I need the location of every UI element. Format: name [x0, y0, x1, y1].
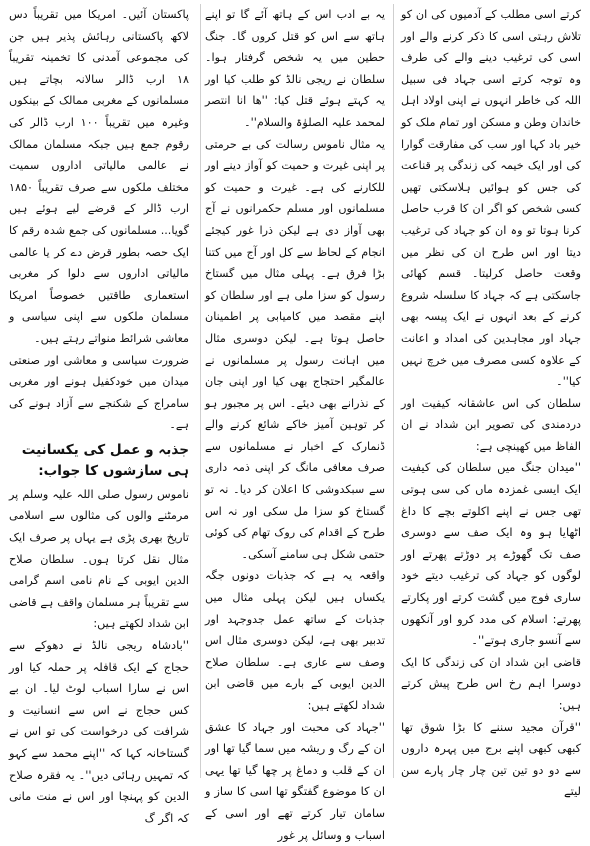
text-column-middle: [202, 4, 388, 842]
paragraph: واقعہ یہ ہے کہ جذبات دونوں جگہ یکساں ہیں لیکن پہلی مثال میں جذبات کے ساتھ عمل جدوجہد اور تدبیر بھی ہے، لیکن دوسری مثال اس وصف سے عاری ہے۔ سلطان صلاح الدین ایوبی کے بارے میں قاضی ابن شداد لکھتے ہیں:: [205, 569, 385, 712]
paragraph: کرتے اسی مطلب کے آدمیوں کی ان کو تلاش رہتی اسی کا ذکر کرنے والے اور اسی کی ترغیب دینے والے کی طرف وہ توجہ کرتے اسی جہاد فی سبیل اللہ کی خاطر انہوں نے اپنی اولاد اہل خاندان وطن و مسکن اور تمام ملک کو خیر باد کہا اور سب کی مفارقت گوارا کی اور ایک خیمہ کی زندگی پر قناعت کی جس کو ہوائیں ہلاسکتی تھیں کسی شخص کو اگر ان کا قرب حاصل کرنا ہوتا تو وہ ان کو جہاد کی ترغیب دیتا اور اس طرح ان کی نظر میں وقعت حاصل کرلیتا۔ قسم کھائی جاسکتی ہے کہ جہاد کا سلسلہ شروع کرنے کے بعد انہوں نے ایک پیسہ بھی جہاد اور مجاہدین کی امداد و اعانت کے علاوہ کسی مصرف میں خرچ نہیں کیا''۔: [401, 8, 581, 389]
paragraph: یہ بے ادب اس کے ہاتھ آئے گا تو اپنے ہاتھ سے اس کو قتل کروں گا۔ جنگ حطین میں یہ شخص گرفتار ہوا۔ سلطان نے ریجی نالڈ کو طلب کیا اور یہ کہتے ہوئے قتل کیا: ''ھا انا انتصر لمحمد علیہ الصلوٰۃ والسلام''۔: [205, 8, 385, 129]
paragraph: یہ مثال ناموس رسالت کی بے حرمتی پر اپنی غیرت و حمیت کو آواز دینے اور للکارنے کی ہے۔ غیرت و حمیت کو مسلمانوں اور مسلم حکمرانوں نے آج بھی آواز دی ہے لیکن ذرا غور کیجئے انجام کے لحاظ سے کل اور آج میں کتنا بڑا فرق ہے۔ پہلی مثال میں گستاخ رسول کو سزا ملی ہے اور سلطان کو اپنے مقصد میں کامیابی پر اطمینان حاصل ہوتا ہے۔ لیکن دوسری مثال میں اہانت رسول پر مسلمانوں نے عالمگیر احتجاج بھی کیا اور اپنی جان کے نذرانے بھی دیئے۔ اس پر مجبور ہو کر توہین آمیز خاکے شائع کرنے والے ڈنمارک کے اخبار نے مسلمانوں سے صرف معافی مانگ کر اپنی ذمہ داری سے سبکدوشی کا اعلان کر دیا۔ نہ تو گستاخ کو سزا مل سکی اور نہ اس طرح کے اقدام کی روک تھام کی کوئی حتمی شکل ہی سامنے آسکی۔: [205, 137, 385, 561]
paragraph: ناموس رسول صلی اللہ علیہ وسلم پر مرمٹنے والوں کی مثالوں سے اسلامی تاریخ بھری پڑی ہے یہاں پر صرف ایک مثال نقل کرتا ہوں۔ سلطان صلاح الدین ایوبی کے نام نامی اسم گرامی سے تقریباً ہر مسلمان واقف ہے قاضی ابن شداد لکھتے ہیں:: [9, 487, 189, 631]
paragraph: ''قرآن مجید سننے کا بڑا شوق تھا کبھی کبھی اپنے برج میں پہرہ داروں سے دو دو تین تین چار چار پارے سن لیتے: [401, 719, 581, 799]
paragraph: قاضی ابن شداد ان کی زندگی کا ایک دوسرا اہم رخ اس طرح پیش کرتے ہیں:: [401, 655, 581, 712]
paragraph: پاکستان آئیں۔ امریکا میں تقریباً دس لاکھ پاکستانی رہائش پذیر ہیں جن کی مجموعی آمدنی کا تخمینہ تقریباً ۱۸ ارب ڈالر سالانہ بچاتے ہیں مسلمانوں کے مغربی ممالک کے بینکوں وغیرہ میں تقریباً ۱۰۰ ارب ڈالر کی رقوم جمع ہیں جبکہ مسلمان ممالک نے عالمی مالیاتی اداروں سمیت مختلف ملکوں سے صرف تقریباً ۱۸۵۰ ارب ڈالر کے قرضے لیے ہوئے ہیں گویا... مسلمانوں کی جمع شدہ رقم کا ایک حصہ بطور قرض دے کر یا عالمی مالیاتی اداروں سے دلوا کر مغربی استعماری طاقتیں خصوصاً امریکا مسلمان ملکوں سے اپنی سیاسی و معاشی شرائط منواتے رہتے ہیں۔: [9, 8, 189, 345]
section-heading: جذبہ و عمل کی یکسانیت ہی سازشوں کا جواب:: [21, 441, 189, 479]
text-column-right: [6, 4, 192, 825]
paragraph: سلطان کی اس عاشقانہ کیفیت اور دردمندی کی تصویر ابن شداد نے ان الفاظ میں کھینچی ہے:: [401, 396, 581, 453]
paragraph: ضرورت سیاسی و معاشی اور صنعتی میدان میں خودکفیل ہونے اور مغربی سامراج کے شکنجے سے آزاد ہونے کی ہے۔: [9, 353, 189, 432]
text-column-left: [398, 4, 584, 799]
paragraph: ''جہاد کی محبت اور جہاد کا عشق ان کے رگ و ریشہ میں سما گیا تھا اور ان کے قلب و دماغ پر چھا گیا تھا یہی ان کا موضوع گفتگو تھا اسی کا ساز و سامان تیار کرتے تھے اور اسی کے اسباب و وسائل پر غور: [205, 719, 385, 842]
paragraph: ''میدان جنگ میں سلطان کی کیفیت ایک ایسی غمزدہ ماں کی سی ہوتی تھی جس نے اپنے اکلوتے بچے کا داغ اٹھایا ہو وہ ایک صف سے دوسری صف تک گھوڑے پر دوڑتے پھرتے اور لوگوں کو جہاد کی ترغیب دیتے خود ساری فوج میں گشت کرتے اور پکارتے پھرتے: اسلام کی مدد کرو اور آنکھوں سے آنسو جاری ہوتے''۔: [401, 460, 581, 648]
article-page: [6, 4, 584, 842]
paragraph: ''بادشاہ ریجی نالڈ نے دھوکے سے حجاج کے ایک قافلہ پر حملہ کیا اور اس نے سارا اسباب لوٹ لیا۔ ان بے کس حجاج نے اس سے انسانیت و شرافت کی درخواست کی تو اس نے گستاخانہ کہا کہ ''اپنے محمد سے کہو کہ تمہیں رہائی دیں''۔ یہ فقرہ صلاح الدین کو پہنچا اور اس نے منت مانی کہ اگر گ: [9, 638, 189, 825]
